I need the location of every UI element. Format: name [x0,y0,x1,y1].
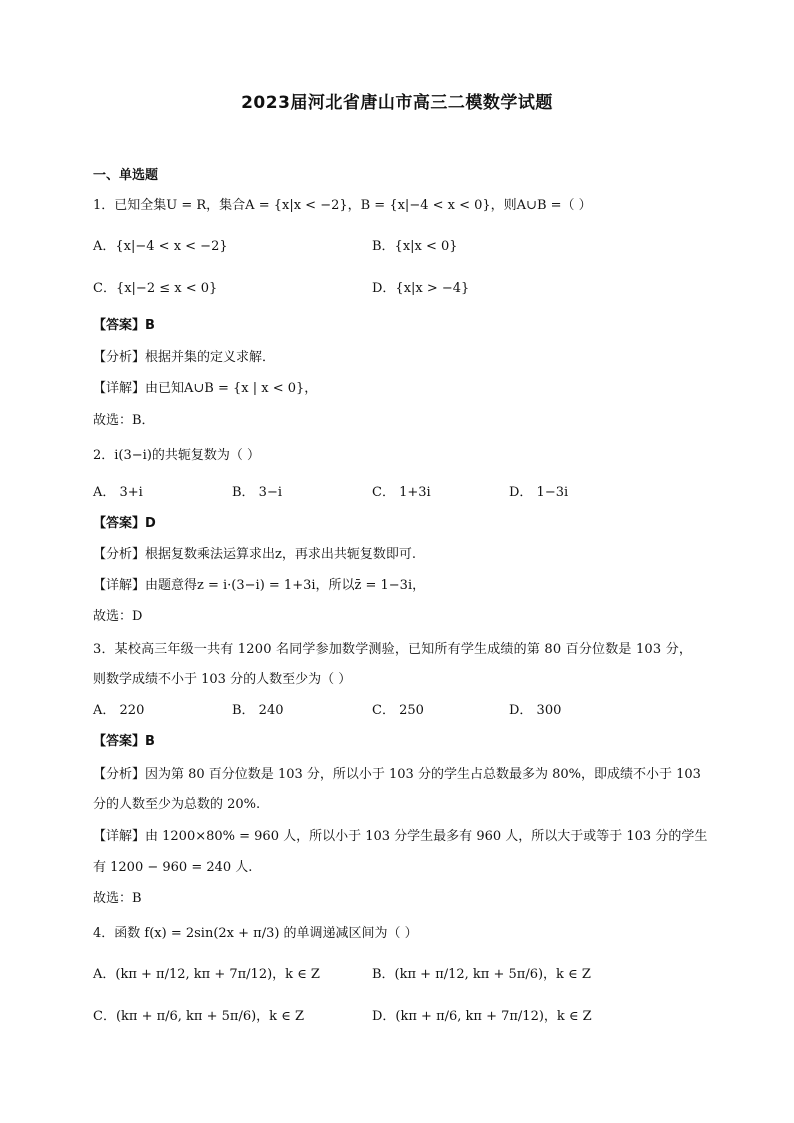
question-1-option-b: B．{x|x < 0} [372,239,458,254]
question-2-option-d: D． 1−3i [509,485,569,500]
question-2-option-c: C． 1+3i [372,485,431,500]
question-2-choice: 故选：D [93,609,143,624]
question-1-analysis: 【分析】根据并集的定义求解． [93,350,276,365]
question-1-stem: 1．已知全集U = R，集合A = {x|x < −2}，B = {x|−4 < x < 0}，则A∪B =（ ） [93,198,592,213]
question-2-analysis: 【分析】根据复数乘法运算求出z，再求出共轭复数即可. [93,547,416,562]
question-1-option-a: A．{x|−4 < x < −2} [93,239,228,254]
question-2-detail: 【详解】由题意得z = i·(3−i) = 1+3i，所以z̄ = 1−3i， [93,578,426,593]
question-4-option-b: B．(kπ + π/12, kπ + 5π/6)，k ∈ Z [372,967,591,982]
question-2-option-b: B． 3−i [232,485,283,500]
question-3-stem-line-1: 3．某校高三年级一共有 1200 名同学参加数学测验，已知所有学生成绩的第 80 百分位数是 103 分， [93,642,693,657]
question-3-choice: 故选：B [93,891,142,906]
question-4-option-d: D．(kπ + π/6, kπ + 7π/12)，k ∈ Z [372,1009,592,1024]
question-2-option-a: A． 3+i [93,485,143,500]
question-2-answer: 【答案】D [93,516,156,531]
page-title: 2023届河北省唐山市高三二模数学试题 [241,93,553,113]
question-3-analysis-line-2: 分的人数至少为总数的 20%. [93,797,261,812]
question-3-option-d: D． 300 [509,703,562,718]
question-3-option-c: C． 250 [372,703,424,718]
question-2-stem: 2．i(3−i)的共轭复数为（ ） [93,448,261,463]
question-3-detail-line-2: 有 1200 − 960 = 240 人. [93,860,253,875]
question-3-option-a: A． 220 [93,703,145,718]
question-4-option-a: A．(kπ + π/12, kπ + 7π/12)，k ∈ Z [93,967,320,982]
question-3-answer: 【答案】B [93,734,155,749]
question-4-stem: 4．函数 f(x) = 2sin(2x + π/3) 的单调递减区间为（ ） [93,926,418,941]
question-1-option-d: D．{x|x > −4} [372,281,470,296]
question-3-stem-line-2: 则数学成绩不小于 103 分的人数至少为（ ） [93,672,352,687]
question-3-option-b: B． 240 [232,703,284,718]
question-1-option-c: C．{x|−2 ≤ x < 0} [93,281,218,296]
question-3-analysis-line-1: 【分析】因为第 80 百分位数是 103 分，所以小于 103 分的学生占总数最多为 80%，即成绩不小于 103 [93,767,701,782]
section-heading: 一、单选题 [93,168,159,183]
question-1-answer: 【答案】B [93,318,155,333]
question-1-choice: 故选：B． [93,413,155,428]
question-3-detail-line-1: 【详解】由 1200×80% = 960 人，所以小于 103 分学生最多有 960 人，所以大于或等于 103 分的学生 [93,829,708,844]
question-4-option-c: C．(kπ + π/6, kπ + 5π/6)，k ∈ Z [93,1009,304,1024]
question-1-detail: 【详解】由已知A∪B = {x | x < 0}， [93,381,318,396]
